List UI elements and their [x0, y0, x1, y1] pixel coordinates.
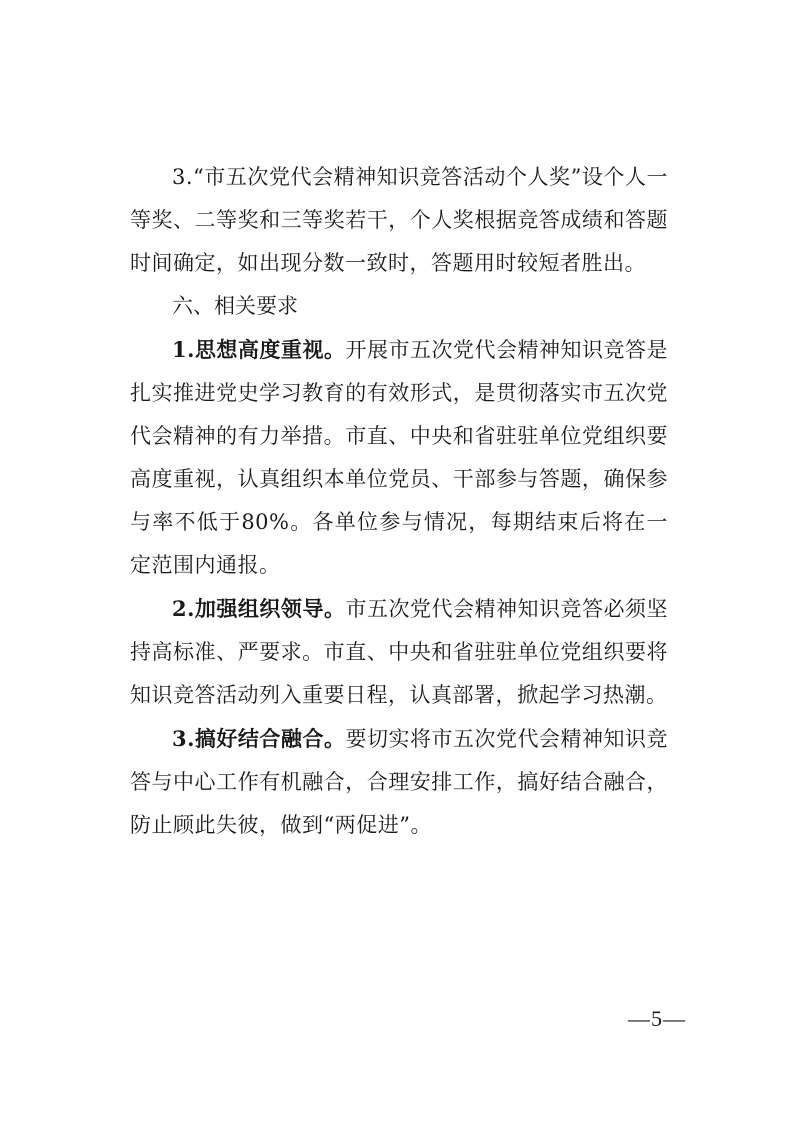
award-paragraph	[130, 156, 668, 285]
award-paragraph-text: 3.“市五次党代会精神知识竞答活动个人奖”设个人一等奖、二等奖和三等奖若干，个人奖根据竞答成绩和答题时间确定，如出现分数一致时，答题用时较短者胜出。	[130, 165, 668, 275]
requirement-paragraph-3	[130, 717, 668, 847]
requirement-3-lead: 3.搞好结合融合。	[172, 726, 346, 751]
document-body	[130, 156, 668, 847]
requirement-2-text: 市五次党代会精神知识竞答必须坚持高标准、严要求。市直、中央和省驻驻单位党组织要将知识竞答活动列入重要日程，认真部署，掀起学习热潮。	[130, 597, 668, 707]
requirement-3-text: 要切实将市五次党代会精神知识竞答与中心工作有机融合，合理安排工作，搞好结合融合，防止顾此失彼，做到“两促进”。	[130, 727, 668, 837]
page-number: —5—	[628, 1006, 686, 1031]
requirement-2-lead: 2.加强组织领导。	[172, 596, 346, 621]
requirement-1-text: 开展市五次党代会精神知识竞答是扎实推进党史学习教育的有效形式，是贯彻落实市五次党代会精神的有力举措。市直、中央和省驻驻单位党组织要高度重视，认真组织本单位党员、干部参与答题，确保参与率不低于80%。各单位参与情况，每期结束后将在一定范围内通报。	[130, 338, 668, 577]
requirement-paragraph-2	[130, 587, 668, 717]
section-heading: 六、相关要求	[172, 294, 298, 318]
requirement-paragraph-1	[130, 328, 668, 587]
requirement-1-lead: 1.思想高度重视。	[172, 337, 346, 362]
